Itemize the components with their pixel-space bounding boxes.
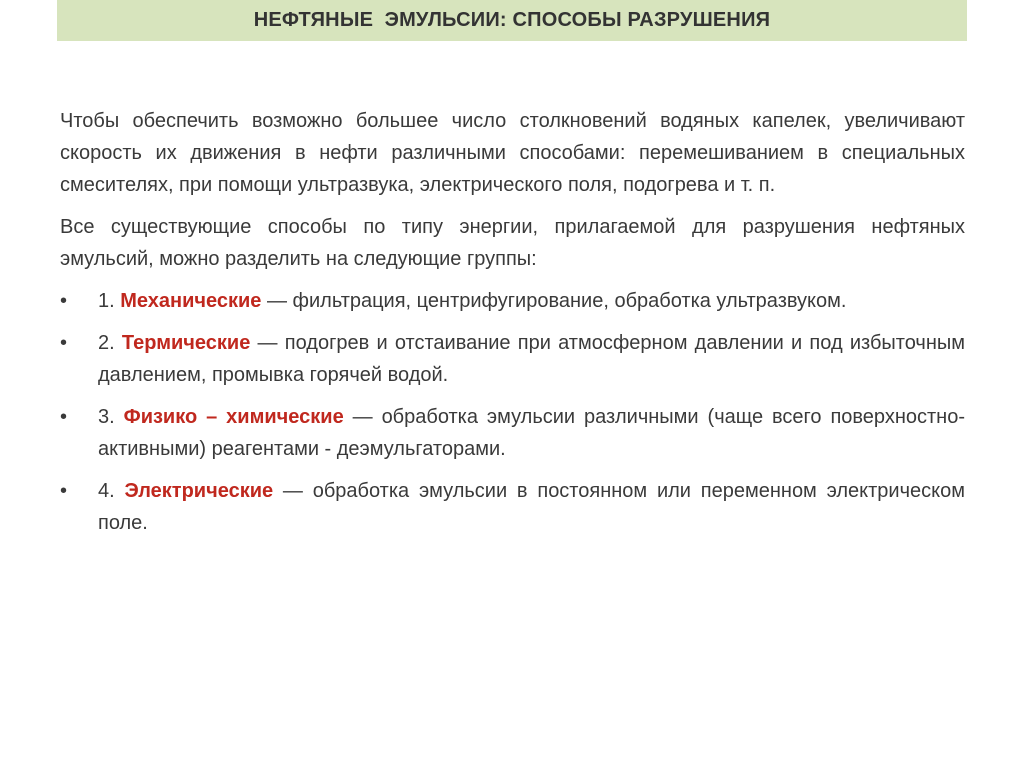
item-description: — обработка эмульсии различными (чаще всего поверхностно-активными) реагентами - деэмульгаторами. (98, 406, 965, 460)
groups-paragraph: Все существующие способы по типу энергии, прилагаемой для разрушения нефтяных эмульсий, можно разделить на следующие группы: (60, 216, 965, 270)
item-description: — подогрев и отстаивание при атмосферном давлении и под избыточным давлением, промывка горячей водой. (98, 332, 965, 386)
bullet-icon: • (60, 290, 68, 312)
list-item (60, 401, 965, 465)
item-description: — обработка эмульсии в постоянном или переменном электрическом поле. (98, 480, 965, 534)
intro-paragraph: Чтобы обеспечить возможно большее число столкновений водяных капелек, увеличивают скорость их движения в нефти различными способами: перемешиванием в специальных смесителях, при помощи ультразвука, электрического поля, подогрева и т. п. (60, 110, 965, 196)
item-term: Механические (120, 290, 262, 312)
item-term: Электрические (124, 480, 274, 502)
slide-content (60, 105, 965, 549)
item-term: Физико – химические (123, 406, 344, 428)
bullet-icon: • (60, 406, 68, 428)
list-item (60, 327, 965, 391)
item-description: — фильтрация, центрифугирование, обработка ультразвуком. (261, 290, 847, 312)
bullet-icon: • (60, 480, 68, 502)
item-number: 1. (98, 290, 121, 312)
item-number: 2. (98, 332, 122, 354)
list-item (60, 285, 965, 317)
page-title: НЕФТЯНЫЕ ЭМУЛЬСИИ: СПОСОБЫ РАЗРУШЕНИЯ (253, 9, 771, 31)
item-number: 4. (98, 480, 125, 502)
item-number: 3. (98, 406, 124, 428)
title-bar (57, 0, 967, 41)
methods-list (60, 285, 965, 539)
item-term: Термические (121, 332, 251, 354)
list-item (60, 475, 965, 539)
bullet-icon: • (60, 332, 68, 354)
